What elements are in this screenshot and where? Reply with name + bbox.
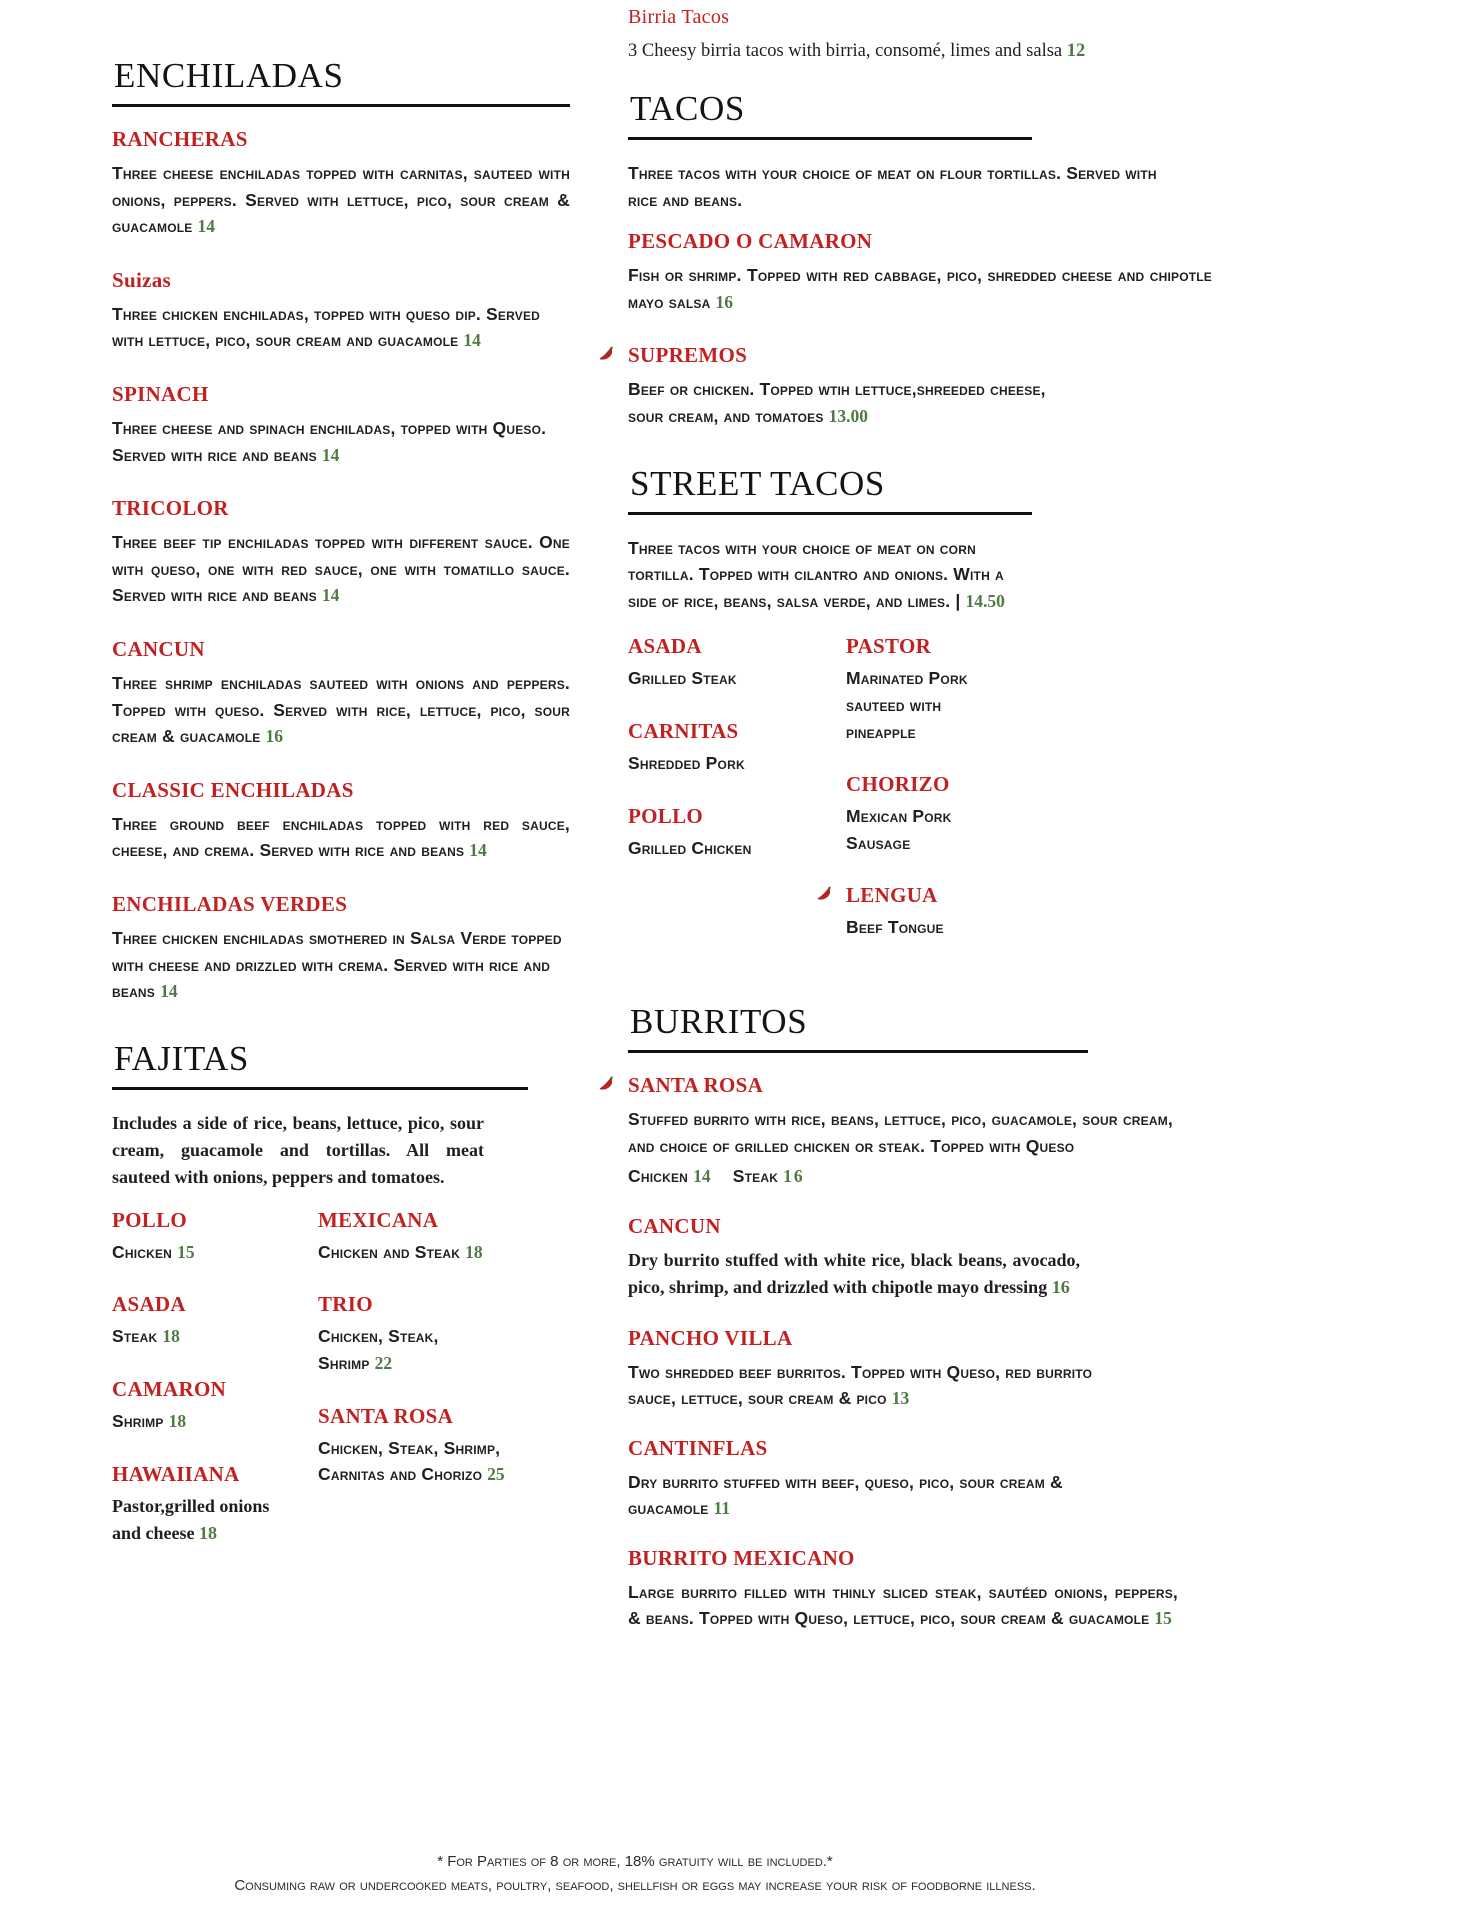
menu-item bbox=[628, 1546, 1212, 1632]
item-description-text: Shrimp bbox=[112, 1410, 164, 1431]
item-description: Marinated Pork sauteed with pineapple bbox=[846, 668, 968, 742]
item-description bbox=[112, 811, 570, 864]
chili-pepper-icon bbox=[598, 343, 616, 361]
menu-item bbox=[112, 892, 570, 1005]
item-name: POLLO bbox=[628, 803, 704, 828]
item-name: RANCHERAS bbox=[112, 127, 248, 151]
item-description bbox=[112, 1493, 292, 1548]
item-name bbox=[628, 1073, 1212, 1098]
item-price: 15 bbox=[1154, 1608, 1172, 1629]
item-price: 15 bbox=[177, 1241, 195, 1262]
item-price: 13 bbox=[891, 1388, 910, 1409]
price-option-label: Chicken bbox=[628, 1166, 689, 1187]
menu-item bbox=[846, 772, 1022, 856]
item-description bbox=[628, 1469, 1080, 1522]
menu-item bbox=[628, 1436, 1212, 1522]
item-description-text: Beef or chicken. Topped wtih lettuce,shreeded cheese, sour cream, and tomatoes bbox=[628, 379, 1046, 427]
item-description-text: Two shredded beef burritos. Topped with Queso, red burrito sauce, lettuce, sour cream & pico bbox=[628, 1361, 1093, 1409]
item-name: TRIO bbox=[318, 1292, 373, 1317]
item-description bbox=[112, 1408, 318, 1435]
item-price: 14 bbox=[463, 330, 481, 351]
item-description: Beef Tongue bbox=[846, 917, 944, 938]
item-name: CANTINFLAS bbox=[628, 1435, 768, 1460]
item-description-text: Chicken, Steak, Shrimp bbox=[318, 1326, 439, 1373]
menu-item bbox=[628, 229, 1212, 315]
item-description bbox=[628, 376, 1060, 429]
item-price: 14 bbox=[321, 444, 340, 465]
street-tacos-intro bbox=[628, 535, 1030, 615]
item-name: CLASSIC ENCHILADAS bbox=[112, 777, 354, 802]
menu-item bbox=[628, 6, 1212, 65]
item-description-text: Three chicken enchiladas smothered in Salsa Verde topped with cheese and drizzled with crema. Served with rice and beans bbox=[112, 927, 562, 1002]
item-price: 16 bbox=[1051, 1277, 1070, 1298]
menu-item bbox=[112, 382, 570, 468]
item-name: ENCHILADAS VERDES bbox=[112, 891, 348, 916]
item-description bbox=[112, 1239, 318, 1266]
item-description bbox=[112, 670, 570, 750]
item-description bbox=[112, 1323, 318, 1350]
section-title-enchiladas: ENCHILADAS bbox=[112, 56, 570, 107]
item-price: 11 bbox=[713, 1498, 731, 1519]
fajitas-grid bbox=[112, 1208, 570, 1575]
footer-gratuity-note: * For Parties of 8 or more, 18% gratuity will be included.* bbox=[437, 1853, 833, 1870]
street-tacos-grid-right bbox=[846, 634, 1022, 968]
menu-item bbox=[318, 1292, 570, 1376]
item-description bbox=[628, 262, 1212, 315]
fajitas-grid-left bbox=[112, 1208, 318, 1575]
menu-item bbox=[628, 1073, 1212, 1190]
item-price: 13.00 bbox=[828, 406, 869, 427]
item-name: SPINACH bbox=[112, 381, 209, 406]
item-name: CARNITAS bbox=[628, 719, 739, 744]
item-name-text: SUPREMOS bbox=[628, 343, 748, 368]
item-price: 18 bbox=[465, 1241, 483, 1262]
menu-item bbox=[318, 1404, 570, 1488]
street-tacos-intro-text: Three tacos with your choice of meat on corn tortilla. Topped with cilantro and onions. With a side of rice, beans, salsa verde, and limes. | bbox=[628, 537, 1004, 611]
menu-item bbox=[628, 804, 846, 862]
item-description bbox=[628, 1359, 1104, 1412]
menu-item bbox=[112, 496, 570, 609]
item-name: CHORIZO bbox=[846, 772, 950, 797]
item-description-text: Three chicken enchiladas, topped with queso dip. Served with lettuce, pico, sour cream and guacamole bbox=[112, 303, 541, 351]
item-name: PASTOR bbox=[846, 634, 932, 659]
menu-item bbox=[846, 634, 1022, 745]
item-name: ASADA bbox=[112, 1292, 186, 1317]
item-name: Birria Tacos bbox=[628, 6, 730, 28]
item-description bbox=[628, 37, 1212, 65]
item-price: 12 bbox=[1066, 41, 1086, 61]
menu-item bbox=[628, 343, 1212, 429]
item-name bbox=[846, 883, 1022, 908]
chili-pepper-icon bbox=[598, 1073, 616, 1091]
item-description-text: Three beef tip enchiladas topped with different sauce. One with queso, one with red sauce, one with tomatillo sauce. Served with rice and beans bbox=[112, 532, 570, 606]
left-column bbox=[112, 56, 570, 1574]
item-price: 14 bbox=[469, 840, 487, 861]
right-column bbox=[628, 6, 1212, 1656]
item-description: Stuffed burrito with rice, beans, lettuce, pico, guacamole, sour cream, and choice of grilled chicken or steak. Topped with Queso bbox=[628, 1109, 1173, 1156]
item-name: PESCADO O CAMARON bbox=[628, 229, 873, 254]
item-name-text: SANTA ROSA bbox=[628, 1073, 764, 1098]
section-title-burritos: BURRITOS bbox=[628, 1002, 1088, 1053]
item-description-text: Three cheese and spinach enchiladas, topped with Queso. Served with rice and beans bbox=[112, 417, 547, 465]
footer bbox=[0, 1850, 1270, 1898]
item-description-text: Large burrito filled with thinly sliced steak, sautéed onions, peppers, & beans. Topped with Queso, lettuce, pico, sour cream & guacamole bbox=[628, 1581, 1178, 1629]
fajitas-intro: Includes a side of rice, beans, lettuce, pico, sour cream, guacamole and tortillas. All meat sauteed with onions, peppers and tomatoes. bbox=[112, 1112, 484, 1188]
item-price: 25 bbox=[487, 1464, 505, 1485]
item-description-text: Three shrimp enchiladas sauteed with onions and peppers. Topped with queso. Served with rice, lettuce, pico, sour cream & guacamole bbox=[112, 672, 570, 747]
item-description bbox=[112, 925, 570, 1005]
item-name-text: LENGUA bbox=[846, 883, 938, 908]
menu-item bbox=[318, 1208, 570, 1266]
item-name: CANCUN bbox=[112, 636, 205, 661]
item-name: MEXICANA bbox=[318, 1207, 439, 1232]
item-description-text: Dry burrito stuffed with white rice, black beans, avocado, pico, shrimp, and drizzled with chipotle mayo dressing bbox=[628, 1249, 1080, 1298]
price-option-label: Steak bbox=[732, 1166, 779, 1187]
price-option-value: 14 bbox=[693, 1166, 711, 1187]
item-description bbox=[112, 415, 570, 468]
item-name: SANTA ROSA bbox=[318, 1403, 454, 1428]
item-description-text: Three ground beef enchiladas topped with red sauce, cheese, and crema. Served with rice and beans bbox=[112, 813, 570, 861]
item-price-line bbox=[628, 1163, 1212, 1190]
item-description-text: Fish or shrimp. Topped with red cabbage, pico, shredded cheese and chipotle mayo salsa bbox=[628, 265, 1212, 312]
item-description-text: 3 Cheesy birria tacos with birria, consomé, limes and salsa bbox=[628, 41, 1063, 61]
item-price: 16 bbox=[265, 726, 283, 747]
section-title-tacos: TACOS bbox=[628, 89, 1032, 140]
item-description bbox=[318, 1239, 508, 1266]
item-name: HAWAIIANA bbox=[112, 1461, 240, 1486]
item-description: Grilled Chicken bbox=[628, 837, 752, 858]
section-title-fajitas: FAJITAS bbox=[112, 1039, 528, 1090]
item-name: CANCUN bbox=[628, 1213, 721, 1238]
item-price: 18 bbox=[199, 1522, 217, 1543]
tacos-intro: Three tacos with your choice of meat on flour tortillas. Served with rice and beans. bbox=[628, 163, 1157, 210]
item-description: Mexican Pork Sausage bbox=[846, 806, 952, 853]
menu-item bbox=[112, 1208, 318, 1266]
item-description bbox=[112, 529, 570, 609]
item-name: POLLO bbox=[112, 1207, 188, 1232]
street-tacos-price: 14.50 bbox=[965, 590, 1005, 611]
menu-item bbox=[112, 1462, 318, 1548]
item-description-text: Dry burrito stuffed with beef, queso, pico, sour cream & guacamole bbox=[628, 1471, 1063, 1519]
menu-item bbox=[112, 778, 570, 864]
menu-item bbox=[112, 268, 570, 354]
item-price: 18 bbox=[162, 1326, 180, 1347]
item-name bbox=[628, 343, 1212, 368]
item-description-text: Chicken and Steak bbox=[318, 1241, 461, 1262]
menu-item bbox=[628, 1214, 1212, 1302]
item-description-text: Pastor,grilled onions and cheese bbox=[112, 1495, 270, 1543]
item-name: CAMARON bbox=[112, 1376, 227, 1401]
street-tacos-grid-left bbox=[628, 634, 846, 968]
menu-item bbox=[112, 127, 570, 240]
item-description bbox=[112, 160, 570, 240]
menu-item bbox=[112, 637, 570, 750]
menu-item bbox=[112, 1292, 318, 1350]
price-option-value: 16 bbox=[783, 1166, 805, 1187]
footer-health-warning: Consuming raw or undercooked meats, poultry, seafood, shellfish or eggs may increase your risk of foodborne illness. bbox=[234, 1877, 1036, 1894]
fajitas-grid-right bbox=[318, 1208, 570, 1575]
menu-item bbox=[628, 634, 846, 692]
item-name: TRICOLOR bbox=[112, 496, 229, 521]
item-name: BURRITO MEXICANO bbox=[628, 1545, 855, 1570]
item-description: Shredded Pork bbox=[628, 753, 745, 774]
item-name: ASADA bbox=[628, 634, 702, 659]
item-price: 16 bbox=[715, 291, 733, 312]
menu-item bbox=[628, 719, 846, 777]
item-price: 14 bbox=[321, 585, 340, 606]
item-description-text: Chicken, Steak, Shrimp, Carnitas and Chorizo bbox=[318, 1437, 501, 1485]
item-price: 14 bbox=[160, 981, 178, 1002]
menu-item bbox=[628, 1326, 1212, 1412]
menu-item bbox=[112, 1377, 318, 1435]
section-title-street-tacos: STREET TACOS bbox=[628, 464, 1032, 515]
item-description-text: Three cheese enchiladas topped with carnitas, sauteed with onions, peppers. Served with lettuce, pico, sour cream & guacamole bbox=[112, 163, 570, 237]
item-description-text: Chicken bbox=[112, 1241, 173, 1262]
item-description bbox=[628, 1579, 1178, 1632]
item-description bbox=[628, 1247, 1080, 1302]
item-description bbox=[318, 1323, 478, 1376]
street-tacos-grid bbox=[628, 634, 1212, 968]
item-price: 14 bbox=[197, 216, 216, 237]
item-name: Suizas bbox=[112, 267, 171, 292]
item-description bbox=[318, 1435, 523, 1488]
item-price: 18 bbox=[168, 1410, 187, 1431]
item-description: Grilled Steak bbox=[628, 668, 737, 689]
menu-item bbox=[846, 883, 1022, 941]
item-description-text: Steak bbox=[112, 1326, 158, 1347]
item-description bbox=[112, 301, 570, 354]
item-price: 22 bbox=[374, 1352, 393, 1373]
chili-pepper-icon bbox=[816, 883, 834, 901]
item-name: PANCHO VILLA bbox=[628, 1325, 793, 1350]
